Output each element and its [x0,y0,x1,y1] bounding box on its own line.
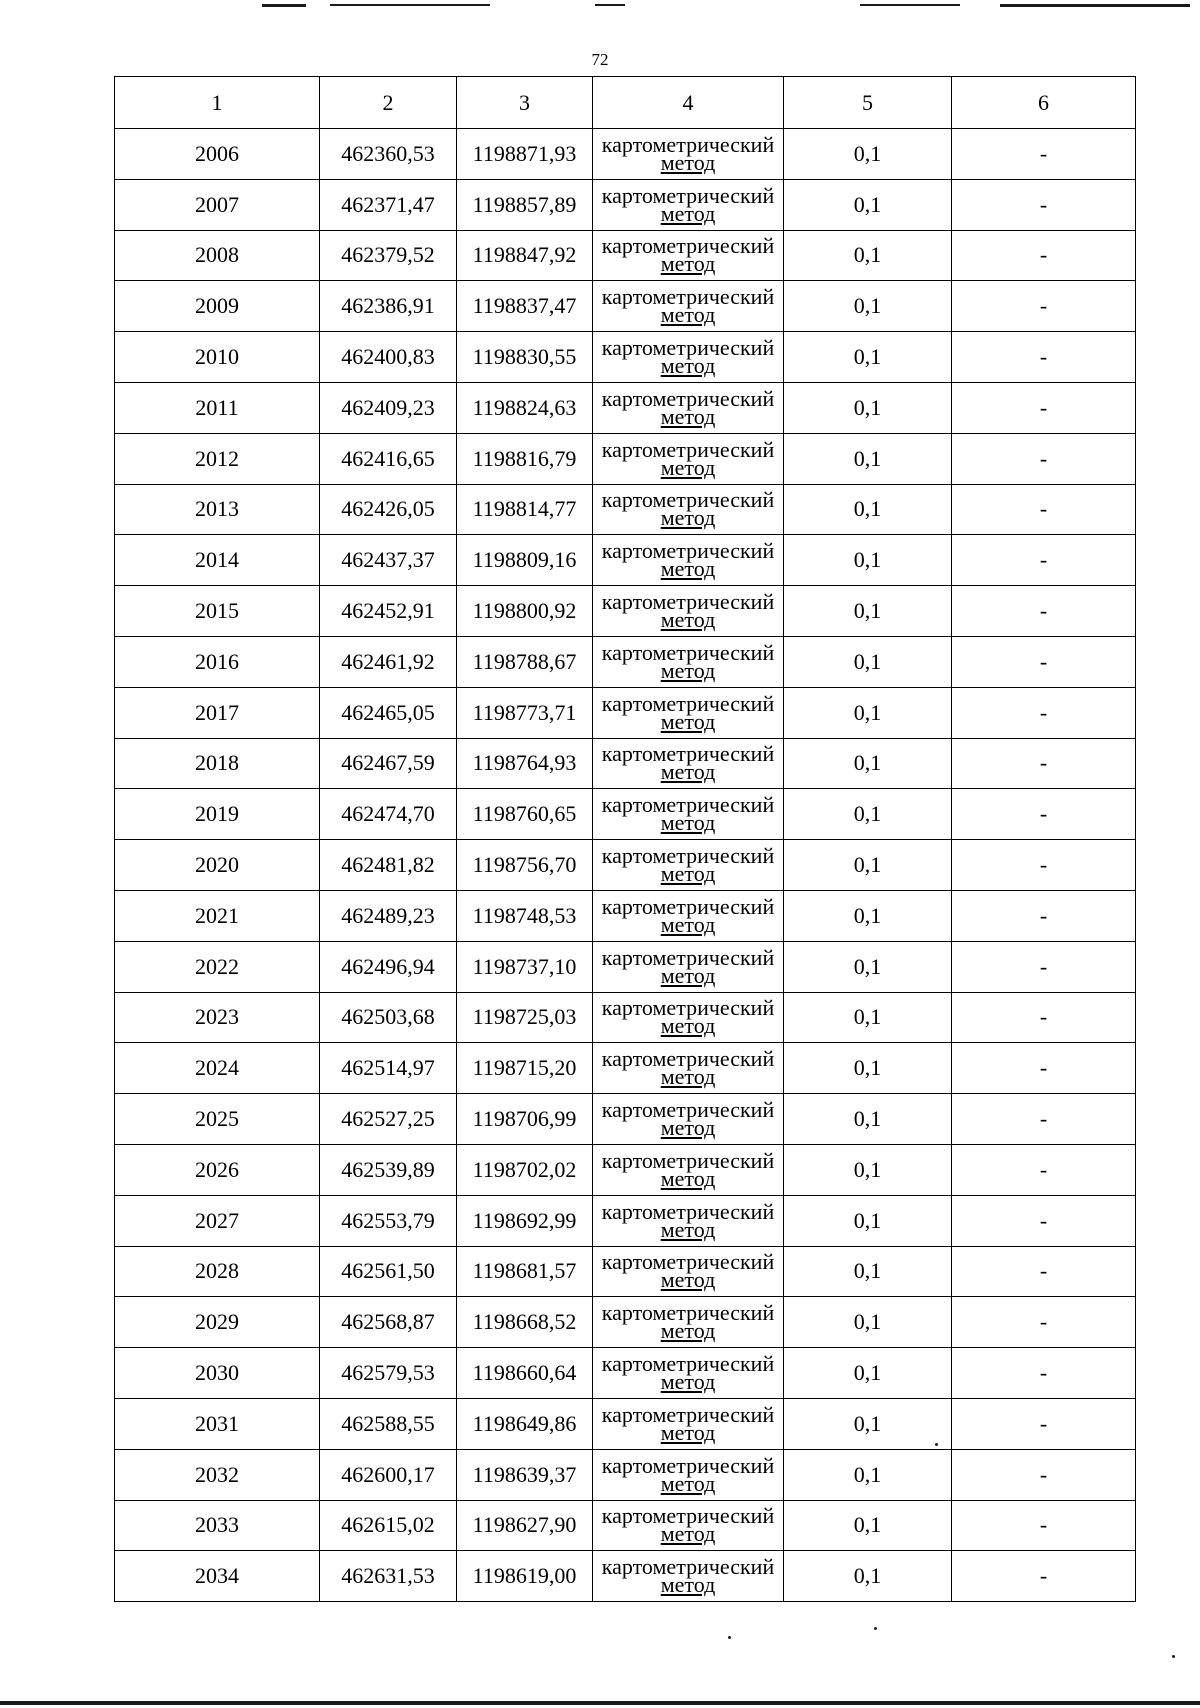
column-header: 4 [593,77,784,129]
note-cell: - [952,687,1136,738]
x-coordinate-cell: 462426,05 [320,484,457,535]
x-coordinate-cell: 462615,02 [320,1500,457,1551]
table-row [115,941,1136,992]
point-number-cell: 2020 [115,840,320,891]
table-row [115,1094,1136,1145]
accuracy-cell: 0,1 [784,281,952,332]
point-number-cell: 2031 [115,1398,320,1449]
point-number-cell: 2017 [115,687,320,738]
x-coordinate-cell: 462437,37 [320,535,457,586]
method-cell [593,992,784,1043]
x-coordinate-cell: 462553,79 [320,1195,457,1246]
x-coordinate-cell: 462465,05 [320,687,457,738]
note-cell: - [952,1094,1136,1145]
method-line1: картометрический [601,1147,775,1173]
y-coordinate-cell: 1198681,57 [457,1246,593,1297]
method-line1: картометрический [601,538,775,564]
method-line1: картометрический [601,690,775,716]
y-coordinate-cell: 1198706,99 [457,1094,593,1145]
method-cell [593,1246,784,1297]
point-number-cell: 2024 [115,1043,320,1094]
method-line2: метод [660,1419,716,1445]
note-cell: - [952,1195,1136,1246]
accuracy-cell: 0,1 [784,382,952,433]
scan-top-rule [595,4,625,6]
x-coordinate-cell: 462561,50 [320,1246,457,1297]
point-number-cell: 2022 [115,941,320,992]
method-line1: картометрический [601,1351,775,1377]
method-line1: картометрический [601,1097,775,1123]
method-line2: метод [660,1267,716,1293]
method-line1: картометрический [601,589,775,615]
x-coordinate-cell: 462503,68 [320,992,457,1043]
note-cell: - [952,1348,1136,1399]
table-row [115,1195,1136,1246]
x-coordinate-cell: 462379,52 [320,230,457,281]
y-coordinate-cell: 1198627,90 [457,1500,593,1551]
accuracy-cell: 0,1 [784,179,952,230]
accuracy-cell: 0,1 [784,687,952,738]
method-cell [593,1195,784,1246]
table-row [115,230,1136,281]
method-line2: метод [660,759,716,785]
method-line2: метод [660,200,716,226]
x-coordinate-cell: 462360,53 [320,129,457,180]
table-row [115,332,1136,383]
point-number-cell: 2015 [115,586,320,637]
table-row [115,1043,1136,1094]
method-line2: метод [660,556,716,582]
table-row [115,1297,1136,1348]
table-row [115,382,1136,433]
table-row [115,1246,1136,1297]
point-number-cell: 2010 [115,332,320,383]
method-line1: картометрический [601,741,775,767]
method-cell [593,1398,784,1449]
note-cell: - [952,636,1136,687]
point-number-cell: 2028 [115,1246,320,1297]
accuracy-cell: 0,1 [784,992,952,1043]
method-line2: метод [660,911,716,937]
x-coordinate-cell: 462371,47 [320,179,457,230]
table-row [115,586,1136,637]
method-cell [593,1043,784,1094]
note-cell: - [952,586,1136,637]
x-coordinate-cell: 462568,87 [320,1297,457,1348]
scan-top-rule [1000,4,1190,7]
y-coordinate-cell: 1198824,63 [457,382,593,433]
note-cell: - [952,1449,1136,1500]
accuracy-cell: 0,1 [784,840,952,891]
scan-dot [728,1636,731,1639]
note-cell: - [952,433,1136,484]
point-number-cell: 2007 [115,179,320,230]
table-row [115,1500,1136,1551]
method-line1: картометрический [601,792,775,818]
method-cell [593,1500,784,1551]
note-cell: - [952,382,1136,433]
y-coordinate-cell: 1198788,67 [457,636,593,687]
x-coordinate-cell: 462452,91 [320,586,457,637]
x-coordinate-cell: 462416,65 [320,433,457,484]
method-line2: метод [660,403,716,429]
accuracy-cell: 0,1 [784,433,952,484]
x-coordinate-cell: 462631,53 [320,1551,457,1602]
point-number-cell: 2030 [115,1348,320,1399]
method-line2: метод [660,505,716,531]
x-coordinate-cell: 462409,23 [320,382,457,433]
y-coordinate-cell: 1198619,00 [457,1551,593,1602]
accuracy-cell: 0,1 [784,484,952,535]
table-row [115,433,1136,484]
method-line1: картометрический [601,182,775,208]
method-cell [593,586,784,637]
note-cell: - [952,840,1136,891]
table-row [115,789,1136,840]
table-row [115,281,1136,332]
y-coordinate-cell: 1198737,10 [457,941,593,992]
coordinates-table [114,76,1136,1602]
accuracy-cell: 0,1 [784,586,952,637]
note-cell: - [952,281,1136,332]
method-line2: метод [660,607,716,633]
point-number-cell: 2018 [115,738,320,789]
y-coordinate-cell: 1198748,53 [457,890,593,941]
method-line2: метод [660,861,716,887]
method-line1: картометрический [601,1046,775,1072]
note-cell: - [952,179,1136,230]
table-row [115,687,1136,738]
method-line1: картометрический [601,1198,775,1224]
method-cell [593,636,784,687]
method-cell [593,789,784,840]
method-line1: картометрический [601,233,775,259]
method-line1: картометрический [601,995,775,1021]
note-cell: - [952,230,1136,281]
point-number-cell: 2023 [115,992,320,1043]
method-cell [593,1094,784,1145]
y-coordinate-cell: 1198760,65 [457,789,593,840]
y-coordinate-cell: 1198837,47 [457,281,593,332]
table-row [115,840,1136,891]
table-header-row [115,77,1136,129]
accuracy-cell: 0,1 [784,1500,952,1551]
y-coordinate-cell: 1198773,71 [457,687,593,738]
method-line1: картометрический [601,843,775,869]
table-row [115,992,1136,1043]
note-cell: - [952,1043,1136,1094]
accuracy-cell: 0,1 [784,535,952,586]
point-number-cell: 2032 [115,1449,320,1500]
scan-bottom-rule [0,1701,1200,1705]
table-row [115,890,1136,941]
x-coordinate-cell: 462496,94 [320,941,457,992]
note-cell: - [952,1398,1136,1449]
x-coordinate-cell: 462539,89 [320,1144,457,1195]
point-number-cell: 2026 [115,1144,320,1195]
method-line1: картометрический [601,944,775,970]
y-coordinate-cell: 1198668,52 [457,1297,593,1348]
note-cell: - [952,332,1136,383]
table-row [115,535,1136,586]
method-line1: картометрический [601,1401,775,1427]
method-line1: картометрический [601,284,775,310]
column-header: 6 [952,77,1136,129]
note-cell: - [952,129,1136,180]
point-number-cell: 2008 [115,230,320,281]
scan-top-rule [330,4,490,6]
method-line2: метод [660,1572,716,1598]
y-coordinate-cell: 1198809,16 [457,535,593,586]
point-number-cell: 2025 [115,1094,320,1145]
method-cell [593,535,784,586]
method-line1: картометрический [601,385,775,411]
method-line1: картометрический [601,1554,775,1580]
note-cell: - [952,941,1136,992]
method-cell [593,738,784,789]
point-number-cell: 2006 [115,129,320,180]
y-coordinate-cell: 1198692,99 [457,1195,593,1246]
method-line2: метод [660,1115,716,1141]
table-row [115,179,1136,230]
column-header: 1 [115,77,320,129]
method-line1: картометрический [601,335,775,361]
point-number-cell: 2027 [115,1195,320,1246]
scan-dot [1172,1655,1175,1658]
method-cell [593,1297,784,1348]
method-cell [593,433,784,484]
table-row [115,636,1136,687]
accuracy-cell: 0,1 [784,941,952,992]
x-coordinate-cell: 462579,53 [320,1348,457,1399]
method-line1: картометрический [601,436,775,462]
method-cell [593,1144,784,1195]
accuracy-cell: 0,1 [784,332,952,383]
x-coordinate-cell: 462467,59 [320,738,457,789]
method-cell [593,890,784,941]
point-number-cell: 2033 [115,1500,320,1551]
y-coordinate-cell: 1198847,92 [457,230,593,281]
table-row [115,1449,1136,1500]
method-cell [593,281,784,332]
note-cell: - [952,738,1136,789]
method-line1: картометрический [601,1300,775,1326]
note-cell: - [952,992,1136,1043]
accuracy-cell: 0,1 [784,1398,952,1449]
point-number-cell: 2019 [115,789,320,840]
scan-top-rule [860,4,960,6]
column-header: 2 [320,77,457,129]
column-header: 3 [457,77,593,129]
method-cell [593,687,784,738]
note-cell: - [952,1500,1136,1551]
column-header: 5 [784,77,952,129]
accuracy-cell: 0,1 [784,636,952,687]
accuracy-cell: 0,1 [784,230,952,281]
method-line2: метод [660,454,716,480]
method-cell [593,1348,784,1399]
method-line2: метод [660,1216,716,1242]
method-line2: метод [660,1013,716,1039]
method-line2: метод [660,1470,716,1496]
method-cell [593,179,784,230]
scan-top-rule [262,4,306,7]
method-line2: метод [660,810,716,836]
y-coordinate-cell: 1198702,02 [457,1144,593,1195]
x-coordinate-cell: 462514,97 [320,1043,457,1094]
accuracy-cell: 0,1 [784,1246,952,1297]
table-body [115,129,1136,1602]
table-row [115,738,1136,789]
method-line2: метод [660,1521,716,1547]
x-coordinate-cell: 462481,82 [320,840,457,891]
x-coordinate-cell: 462386,91 [320,281,457,332]
method-line2: метод [660,1165,716,1191]
accuracy-cell: 0,1 [784,1195,952,1246]
accuracy-cell: 0,1 [784,1551,952,1602]
accuracy-cell: 0,1 [784,129,952,180]
method-line2: метод [660,353,716,379]
method-cell [593,129,784,180]
page-number: 72 [591,50,609,69]
method-line2: метод [660,149,716,175]
method-cell [593,382,784,433]
method-line1: картометрический [601,893,775,919]
method-line2: метод [660,1369,716,1395]
y-coordinate-cell: 1198816,79 [457,433,593,484]
note-cell: - [952,1246,1136,1297]
method-cell [593,840,784,891]
point-number-cell: 2012 [115,433,320,484]
method-cell [593,332,784,383]
method-line1: картометрический [601,131,775,157]
accuracy-cell: 0,1 [784,1144,952,1195]
accuracy-cell: 0,1 [784,738,952,789]
x-coordinate-cell: 462400,83 [320,332,457,383]
note-cell: - [952,1297,1136,1348]
method-line2: метод [660,1318,716,1344]
accuracy-cell: 0,1 [784,1094,952,1145]
x-coordinate-cell: 462461,92 [320,636,457,687]
method-line1: картометрический [601,1249,775,1275]
note-cell: - [952,535,1136,586]
accuracy-cell: 0,1 [784,1297,952,1348]
y-coordinate-cell: 1198800,92 [457,586,593,637]
point-number-cell: 2011 [115,382,320,433]
accuracy-cell: 0,1 [784,890,952,941]
method-line1: картометрический [601,487,775,513]
accuracy-cell: 0,1 [784,1043,952,1094]
accuracy-cell: 0,1 [784,789,952,840]
point-number-cell: 2029 [115,1297,320,1348]
y-coordinate-cell: 1198715,20 [457,1043,593,1094]
x-coordinate-cell: 462527,25 [320,1094,457,1145]
y-coordinate-cell: 1198814,77 [457,484,593,535]
note-cell: - [952,1551,1136,1602]
note-cell: - [952,484,1136,535]
table-row [115,129,1136,180]
note-cell: - [952,890,1136,941]
method-line2: метод [660,962,716,988]
table-row [115,484,1136,535]
table-row [115,1398,1136,1449]
x-coordinate-cell: 462588,55 [320,1398,457,1449]
method-line1: картометрический [601,1452,775,1478]
table-row [115,1144,1136,1195]
y-coordinate-cell: 1198639,37 [457,1449,593,1500]
y-coordinate-cell: 1198871,93 [457,129,593,180]
x-coordinate-cell: 462489,23 [320,890,457,941]
accuracy-cell: 0,1 [784,1449,952,1500]
table-row [115,1551,1136,1602]
y-coordinate-cell: 1198660,64 [457,1348,593,1399]
method-cell [593,230,784,281]
point-number-cell: 2034 [115,1551,320,1602]
note-cell: - [952,789,1136,840]
accuracy-cell: 0,1 [784,1348,952,1399]
point-number-cell: 2016 [115,636,320,687]
method-line2: метод [660,657,716,683]
scan-dot [874,1627,877,1630]
method-cell [593,941,784,992]
point-number-cell: 2009 [115,281,320,332]
point-number-cell: 2021 [115,890,320,941]
y-coordinate-cell: 1198857,89 [457,179,593,230]
method-line2: метод [660,302,716,328]
y-coordinate-cell: 1198764,93 [457,738,593,789]
method-cell [593,1449,784,1500]
y-coordinate-cell: 1198830,55 [457,332,593,383]
method-line2: метод [660,251,716,277]
method-cell [593,1551,784,1602]
method-line1: картометрический [601,1503,775,1529]
method-line2: метод [660,1064,716,1090]
note-cell: - [952,1144,1136,1195]
method-cell [593,484,784,535]
y-coordinate-cell: 1198756,70 [457,840,593,891]
y-coordinate-cell: 1198725,03 [457,992,593,1043]
point-number-cell: 2014 [115,535,320,586]
x-coordinate-cell: 462474,70 [320,789,457,840]
x-coordinate-cell: 462600,17 [320,1449,457,1500]
method-line2: метод [660,708,716,734]
method-line1: картометрический [601,639,775,665]
point-number-cell: 2013 [115,484,320,535]
table-row [115,1348,1136,1399]
y-coordinate-cell: 1198649,86 [457,1398,593,1449]
